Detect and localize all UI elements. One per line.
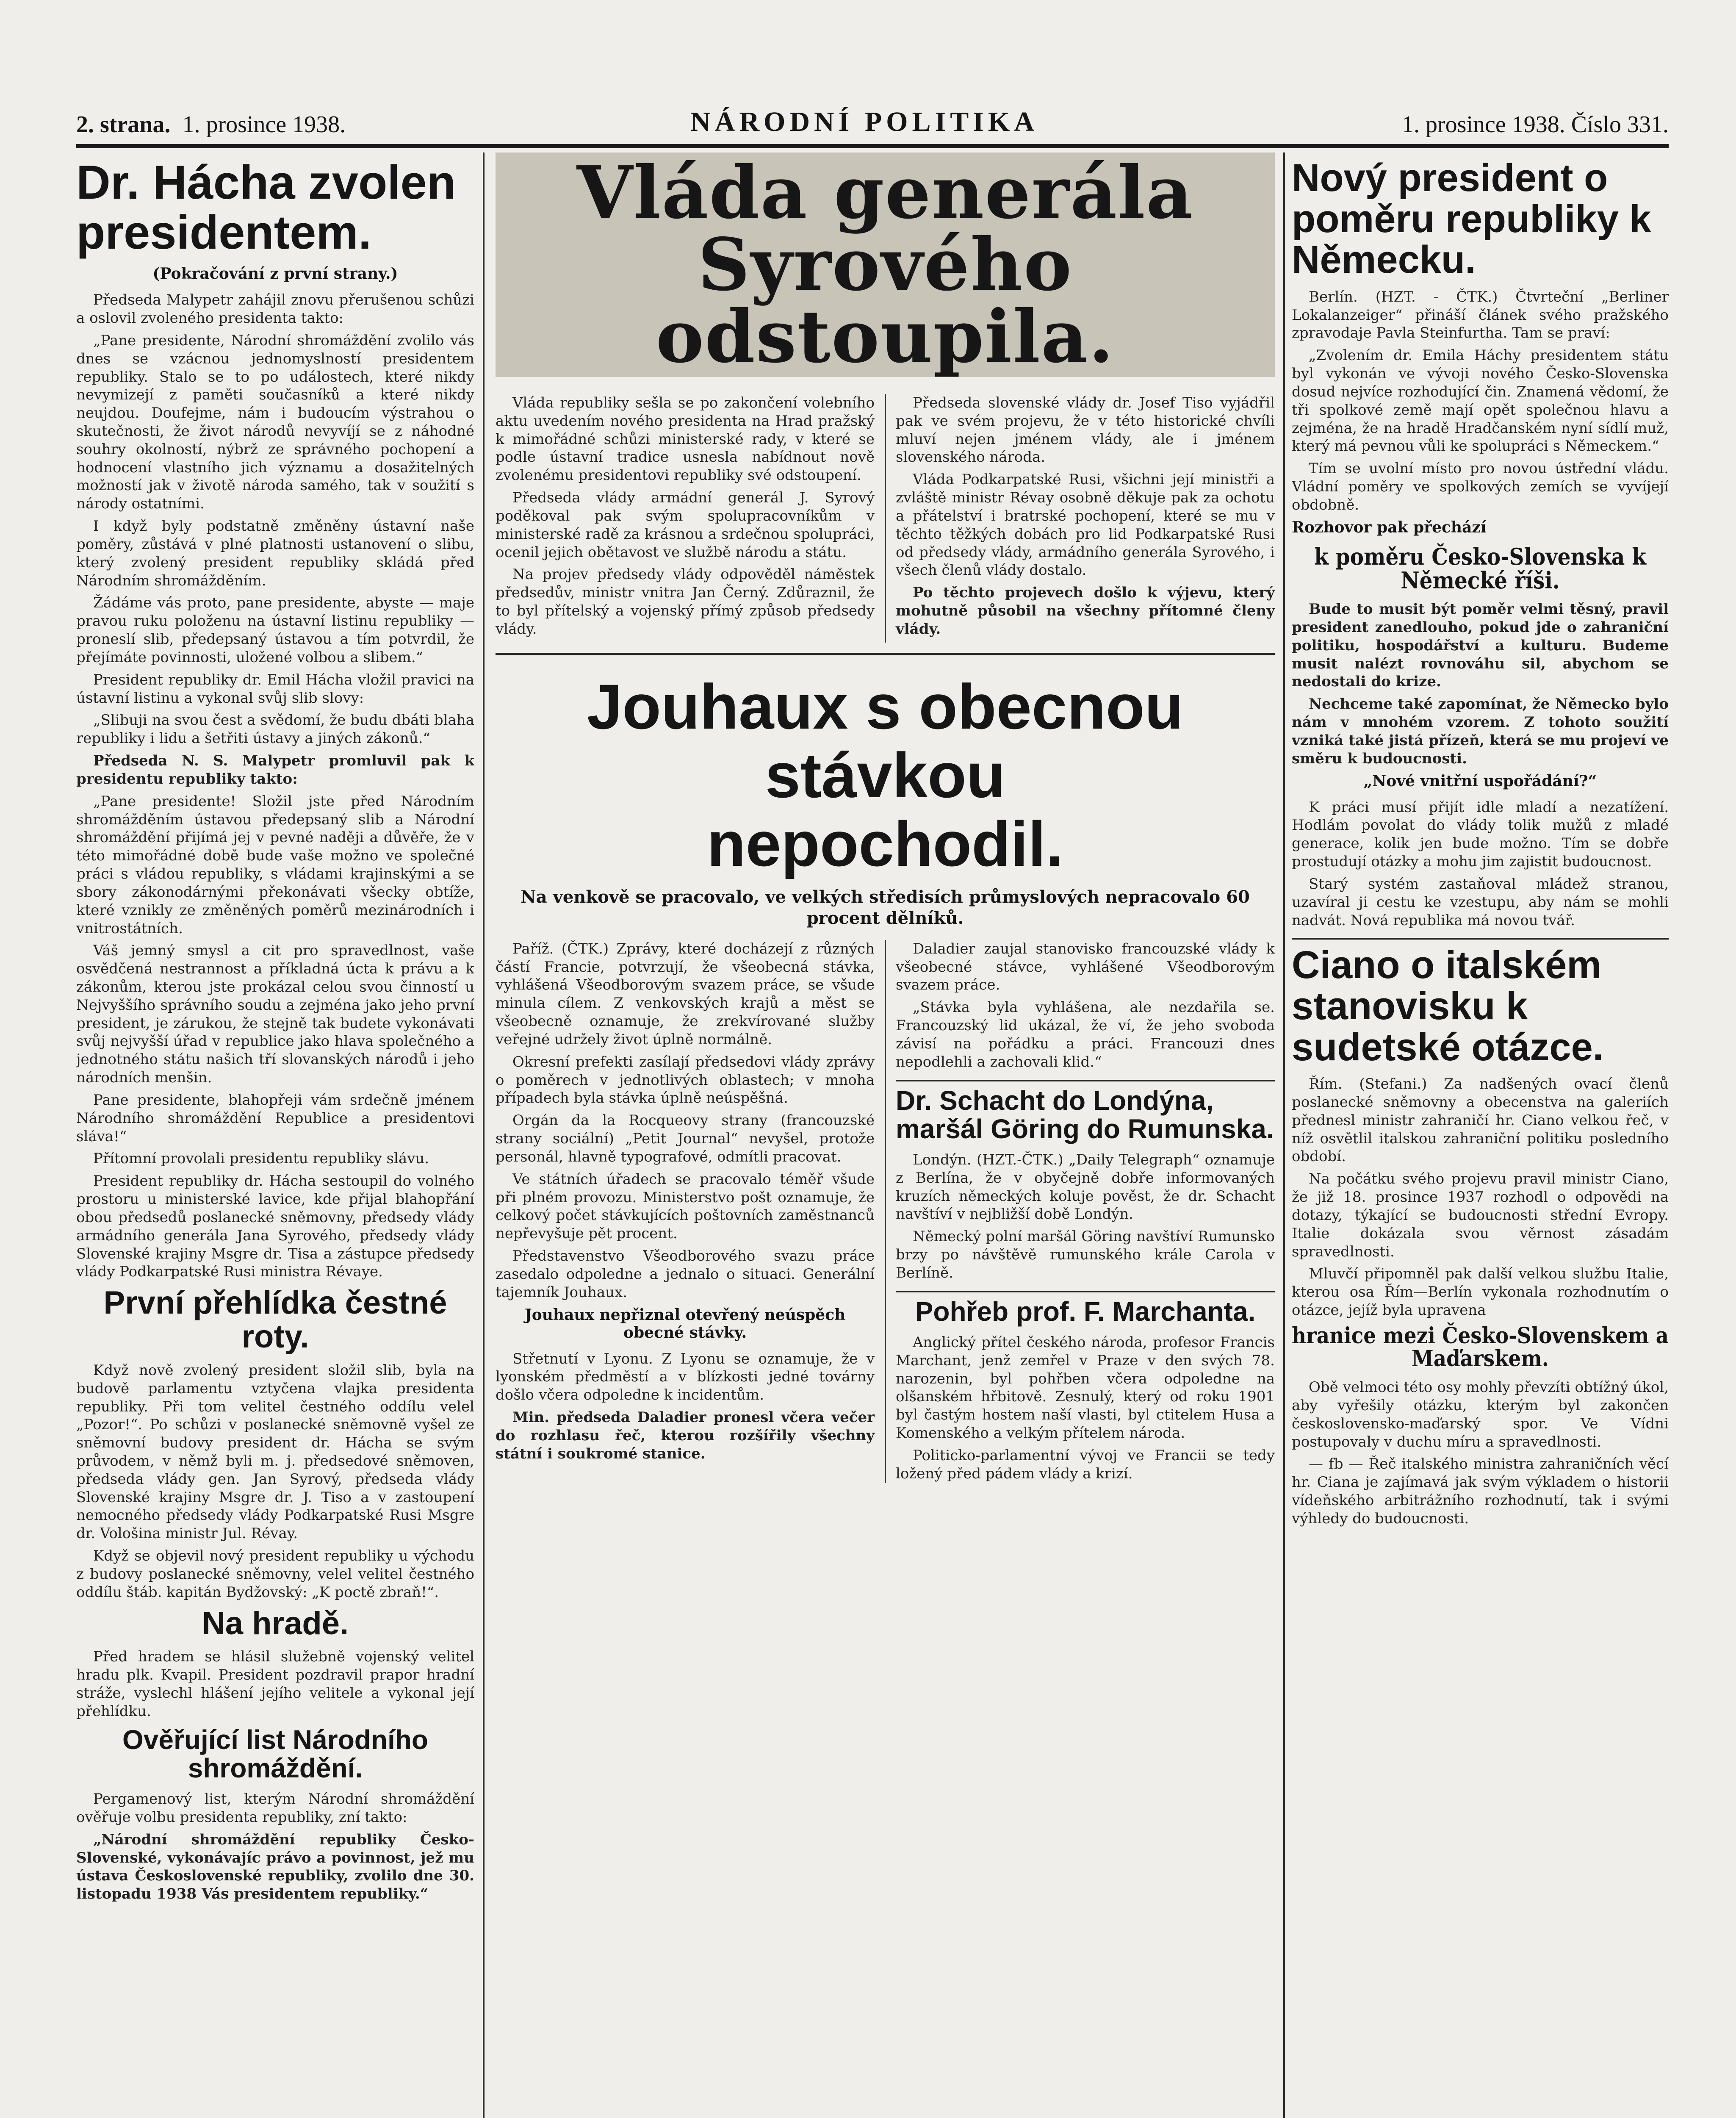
paragraph: K práci musí přijít idle mladí a nezatížení. Hodlám povolat do vlády tolik mužů z mladé generace, kolik jen bude možno. Tím se dobře prostudují otázky a mohu jim zajistit budoucnost.: [1292, 798, 1669, 870]
headline-schacht: Dr. Schacht do Londýna, maršál Göring do Rumunska.: [896, 1085, 1274, 1144]
paragraph: Obě velmoci této osy mohly převzíti obtížný úkol, aby vyřešily otázku, kterým byl zakončen československo-maďarský spor. Ve Vídni postupovaly v duchu míru a spravedlnosti.: [1292, 1379, 1669, 1450]
paragraph: Na počátku svého projevu pravil ministr Ciano, že již 18. prosince 1937 rozhodl o odpovědi na dotazy, týkající se budoucnosti střední Evropy. Italie dokázala svou věrnost zásadám spravedlnosti.: [1292, 1170, 1669, 1260]
paragraph: Starý systém zastaňoval mládež stranou, uzavíral ji cestu ke vzestupu, aby nám se mohli nadvát. Nová republika má novou tvář.: [1292, 875, 1669, 929]
paragraph: „Národní shromáždění republiky Česko-Slovenské, vykonávajíc právo a povinnost, jež mu ústava Československé republiky, zvolilo dne 30. listopadu 1938 Vás presidentem republiky.“: [76, 1831, 474, 1903]
paragraph: Tím se uvolní místo pro novou ústřední vládu. Vládní poměry ve spolkových zemích se vyvíjejí obdobně.: [1292, 460, 1669, 513]
paragraph: „Pane presidente! Složil jste před Národním shromážděním ústavou předepsaný slib a Národní shromáždění přijímá jej v pevné naději a důvěře, že v této mimořádné době bude vaše možno ve společné práci s vládou republiky, s vládami krajinskými a se sbory zákonodárnými překonávati všecky obtíže, které vznikly ze změněných poměrů mezinárodních i vnitrostátních.: [76, 793, 474, 937]
divider: [1292, 938, 1669, 940]
paragraph: I když byly podstatně změněny ústavní naše poměry, zůstává v plné platnosti ustanovení o slibu, který zvolený president republiky skládá před Národním shromážděním.: [76, 518, 474, 589]
headline-marchant: Pohřeb prof. F. Marchanta.: [915, 1296, 1256, 1327]
paragraph: „Slibuji na svou čest a svědomí, že budu dbáti blaha republiky i lidu a šetřiti ústavy a jiných zákonů.“: [76, 712, 474, 747]
paragraph: Střetnutí v Lyonu. Z Lyonu se oznamuje, že v lyonském předměstí a v blízkosti jedné továrny došlo včera odpoledne k incidentům.: [496, 1350, 875, 1404]
paragraph: Přítomní provolali presidentu republiky slávu.: [93, 1150, 429, 1167]
kicker-conversation: Rozhovor pak přechází: [1292, 518, 1487, 536]
divider: [896, 1291, 1275, 1292]
paragraph: — fb — Řeč italského ministra zahraničních věcí hr. Ciana je zajímavá jak svým výkladem o historii vídeňského arbitrážního rozhodnutí, tak i svými výhledy do budoucnosti.: [1292, 1455, 1669, 1527]
kicker-internal-order: „Nové vnitřní uspořádání?“: [1363, 772, 1597, 790]
paragraph: Okresní prefekti zasílají předsedovi vlády zprávy o poměrech v jednotlivých oblastech; v mnoha případech byla stávka úplně neúspěšná.: [496, 1053, 875, 1107]
paragraph: President republiky dr. Emil Hácha vložil pravici na ústavní listinu a vykonal svůj slib slovy:: [76, 671, 474, 707]
headline-line: odstoupila.: [656, 294, 1115, 379]
article-body-government: [496, 394, 1275, 643]
paragraph: Řím. (Stefani.) Za nadšených ovací členů poslanecké sněmovny a obecenstva na galeriích přednesl ministr zahraničí hr. Ciano velkou řeč, v níž osvětlil italskou zahraniční politiku posledního období.: [1292, 1076, 1669, 1165]
paragraph: Orgán da la Rocqueovy strany (francouzské strany sociální) „Petit Journal“ nevyšel, protože personál, hlavně typografové, odmítli pracovat.: [496, 1112, 875, 1165]
paragraph: „Stávka byla vyhlášena, ale nezdařila se. Francouzský lid ukázal, že ví, že jeho svoboda závisí na pořádku a práci. Francouzi dnes nepodlehli a zachovali klid.“: [896, 999, 1275, 1070]
page-header: [76, 106, 1669, 148]
kicker-jouhaux: Jouhaux nepřiznal otevřený neúspěch obecné stávky.: [524, 1306, 846, 1342]
paragraph: Předseda Malypetr zahájil znovu přerušenou schůzi a oslovil zvoleného presidenta takto:: [76, 291, 474, 327]
headline-line: Vláda generála Syrového: [576, 152, 1194, 307]
paragraph: Když nově zvolený president složil slib, byla na budově parlamentu vztyčena vlajka presidenta republiky. Při tom velitel čestného oddílu velel „Pozor!“. Po schůzi v poslanecké sněmovně vyšel ze sněmovní budovy president dr. Hácha se svým průvodem, v němž byli m. j. předsedové sněmoven, předseda vlády gen. Jan Syrový, předseda vlády Slovenské krajiny Msgre dr. J. Tiso a v zastoupení nemocného předsedy vlády Podkarpatské Rusi Msgre dr. Vološina ministr Jul. Révay.: [76, 1361, 474, 1542]
paragraph: Na projev předsedy vlády odpověděl náměstek předsedův, ministr vnitra Jan Černý. Zdůraznil, že to byl přítelský a vojenský přímý způsob předsedy vlády.: [496, 566, 875, 638]
continuation-note: (Pokračování z první strany.): [152, 265, 398, 283]
paragraph: Ve státních úřadech se pracovalo téměř všude při plném provozu. Ministerstvo pošt oznamuje, že celkový počet stávkujících poštovních zaměstnanců nepřevyšuje pět procent.: [496, 1170, 875, 1242]
paragraph: Před hradem se hlásil služebně vojenský velitel hradu plk. Kvapil. President pozdravil prapor hradní stráže, vyslechl hlášení jejího velitele a vykonal její přehlídku.: [76, 1648, 474, 1720]
paragraph: Politicko-parlamentní vývoj ve Francii se tedy ložený před pádem vlády a krizí.: [896, 1447, 1275, 1482]
column-left: [76, 152, 474, 2118]
paragraph: Paříž. (ČTK.) Zprávy, které docházejí z různých částí Francie, potvrzují, že všeobecná stávka, vyhlášená Všeodborovým svazem práce, se všude minula cílem. Z venkovských krajů a měst se všeobecně oznamuje, že zrekvírované služby veřejné udržely život úplně normálně.: [496, 940, 875, 1048]
paragraph: Představenstvo Všeodborového svazu práce zasedalo odpoledne a jednalo o situaci. Generální tajemník Jouhaux.: [496, 1248, 875, 1301]
subheading-border: hranice mezi Česko-Slovenskem a Maďarskem.: [1292, 1322, 1669, 1372]
column-divider: [483, 152, 485, 2118]
paragraph: Londýn. (HZT.-ČTK.) „Daily Telegraph“ oznamuje z Berlína, že v obyčejně dobře informovaných kruzích německých koluje pověst, že dr. Schacht navštíví v nejbližší době Londýn.: [896, 1151, 1275, 1223]
paragraph: Žádáme vás proto, pane presidente, abyste — maje pravou ruku položenu na ústavní listinu republiky — proneslí slib, předepsaný ústavou a tím potvrdil, že přejímáte povinnosti, uložené volbou a slibem.“: [76, 594, 474, 666]
headline-government-resigned: [496, 152, 1275, 377]
paragraph: Když se objevil nový president republiky u východu z budovy poslanecké sněmovny, velel velitel čestného oddílu štáb. kapitán Bydžovský: „K poctě zbraň!“.: [76, 1547, 474, 1601]
masthead: NÁRODNÍ POLITIKA: [690, 106, 1038, 137]
paragraph: Po těchto projevech došlo k výjevu, který mohutně působil na všechny přítomné členy vlády.: [896, 584, 1275, 638]
header-date-issue: 1. prosince 1938. Číslo 331.: [1402, 111, 1669, 138]
article-strike: [496, 653, 1275, 1483]
paragraph: Mluvčí připomněl pak další velkou službu Italie, kterou osa Řím—Berlín vykonala rozhodnutím o otázce, jejíž byla upravena: [1292, 1265, 1669, 1319]
subheading-castle: Na hradě.: [202, 1605, 349, 1641]
paragraph: Pergamenový list, kterým Národní shromáždění ověřuje volbu presidenta republiky, zní takto:: [76, 1791, 474, 1826]
article-body-strike: [496, 940, 1275, 1483]
column-center: [496, 152, 1275, 2118]
page-number-date: [76, 111, 346, 138]
divider: [896, 1080, 1275, 1081]
page-label: 2. strana.: [76, 111, 171, 138]
paragraph: Bude to musit být poměr velmi těsný, pravil president zanedlouho, pokud jde o zahraniční politiku, hospodářství a kulturu. Budeme musit nalézt rovnováhu sil, abychom se nedostali do krize.: [1292, 601, 1669, 690]
paragraph: Min. předseda Daladier pronesl včera večer do rozhlasu řeč, kterou rozšířily všechny státní i soukromé stanice.: [496, 1408, 875, 1462]
headline-jouhaux: [496, 672, 1275, 878]
paragraph: Berlín. (HZT. - ČTK.) Čtvrteční „Berliner Lokalanzeiger“ přináší článek svého pražského zpravodaje Pavla Steinfurtha. Tam se praví:: [1292, 288, 1669, 342]
paragraph: Nechceme také zapomínat, že Německo bylo nám v mnohém vzorem. Z tohoto soužití vzniká také jistá přízeň, která se mu projeví ve směru k budoucnosti.: [1292, 696, 1669, 767]
headline-ciano: Ciano o italském stanovisku k sudetské otázce.: [1292, 943, 1604, 1069]
paragraph: „Pane presidente, Národní shromáždění zvolilo vás dnes se vzácnou jednomyslností presidentem republiky. Stalo se to po událostech, které nikdy nevymizejí z paměti současníků a které nikdy neujdou. Doufejme, nám i budoucím výstrahou o skutečnosti, že život národů nevyvíjí se z náhodné souhry okolností, nýbrž ze správného pochopení a hodnocení vlastního jich významu a dosažitelných možností jak v životě národa samého, tak v soužití s národy ostatními.: [76, 332, 474, 513]
paragraph: Předseda vlády armádní generál J. Syrový poděkoval pak svým spolupracovníkům v ministerské radě za krásnou a srdečnou spolupráci, ocenil jejich obětavost ve službě národu a státu.: [496, 489, 875, 561]
column-right: [1292, 152, 1669, 2118]
paragraph: Předseda slovenské vlády dr. Josef Tiso vyjádřil pak ve svém projevu, že v této historické chvíli mluví nejen jménem vlády, ale i jménem slovenského národa.: [896, 394, 1275, 466]
paragraph: Vláda Podkarpatské Rusi, všichni její ministři a zvláště ministr Révay osobně děkuje pak za ochotu a přátelství i bratrské pochopení, které se mu v těchto těžkých dobách pro lid Podkarpatské Rusi od předsedy vlády, armádního generála Syrového, i všech členů vlády dostalo.: [896, 471, 1275, 579]
paragraph: Daladier zaujal stanovisko francouzské vlády k všeobecné stávce, vyhlášené Všeodborovým svazem práce.: [896, 940, 1275, 994]
paragraph: Pane presidente, blahopřeji vám srdečně jménem Národního shromáždění Republice a presidentovi sláva!“: [76, 1091, 474, 1145]
subheadline-strike: Na venkově se pracovalo, ve velkých středisích průmyslových nepracovalo 60 procent dělníků.: [521, 887, 1250, 928]
subheading-honor-guard: První přehlídka čestné roty.: [103, 1285, 447, 1355]
paragraph: Vláda republiky sešla se po zakončení volebního aktu uvedením nového presidenta na Hrad pražský k mimořádné schůzi ministerské rady, v které se podle ústavní tradice usnesla nabídnout nově zvolenému presidentovi republiky své odstoupení.: [496, 394, 875, 484]
subheading-certificate: Ověřující list Národního shromáždění.: [122, 1724, 428, 1783]
column-divider: [1283, 152, 1285, 2118]
paragraph: Německý polní maršál Göring navštíví Rumunsko brzy po návštěvě rumunského krále Carola v Berlíně.: [896, 1228, 1275, 1281]
headline-line: Jouhaux s obecnou stávkou: [587, 671, 1184, 811]
headline-hacha: Dr. Hácha zvolen presidentem.: [76, 156, 456, 259]
headline-line: nepochodil.: [707, 808, 1063, 879]
subheading-relations: k poměru Česko-Slovenska k Německé říši.: [1314, 543, 1646, 594]
article-body-hacha: [76, 291, 474, 1281]
paragraph: President republiky dr. Hácha sestoupil do volného prostoru u ministerské lavice, kde přijal blahopřání obou předsedů poslanecké sněmovny, předsedy vlády armádního generála Jana Syrového, předsedy vlády Slovenské krajiny Msgre dr. Tisa a zástupce předsedy vlády Podkarpatské Rusi ministra Révaye.: [76, 1173, 474, 1281]
headline-new-president-germany: Nový president o poměru republiky k Německu.: [1292, 156, 1651, 282]
paragraph: Předseda N. S. Malypetr promluvil pak k presidentu republiky takto:: [76, 752, 474, 787]
paragraph: Váš jemný smysl a cit pro spravedlnost, vaše osvědčená nestrannost a příkladná úcta k právu a k zákonům, kterou jste prokázal celou svou činností u Nejvyššího správního soudu a zejména jako jeho první president, je zárukou, že stejně tak budete vykonávati svůj nejvyšší úřad v republice jako hlava společného a jednotného státu našich tří slovanských národů i jeho národních menšin.: [76, 942, 474, 1087]
paragraph: Anglický přítel českého národa, profesor Francis Marchant, jenž zemřel v Praze v den svých 78. narozenin, byl pohřben včera odpoledne na olšanském hřbitově. Zesnulý, který od roku 1901 byl častým hostem naší vlasti, byl ctitelem Husa a Komenského a velkým přítelem národa.: [896, 1333, 1275, 1442]
paragraph: „Zvolením dr. Emila Háchy presidentem státu byl vykonán ve vývoji nového Česko-Slovenska dosud nejvíce rozhodující čin. Znamená vědomí, že tři spolkové země mají opět společnou hlavu a zejména, že na hradě Hradčanském nyní sídlí muž, který má pevnou vůli ke spolupráci s Německem.“: [1292, 347, 1669, 455]
header-date-left: 1. prosince 1938.: [182, 111, 346, 138]
